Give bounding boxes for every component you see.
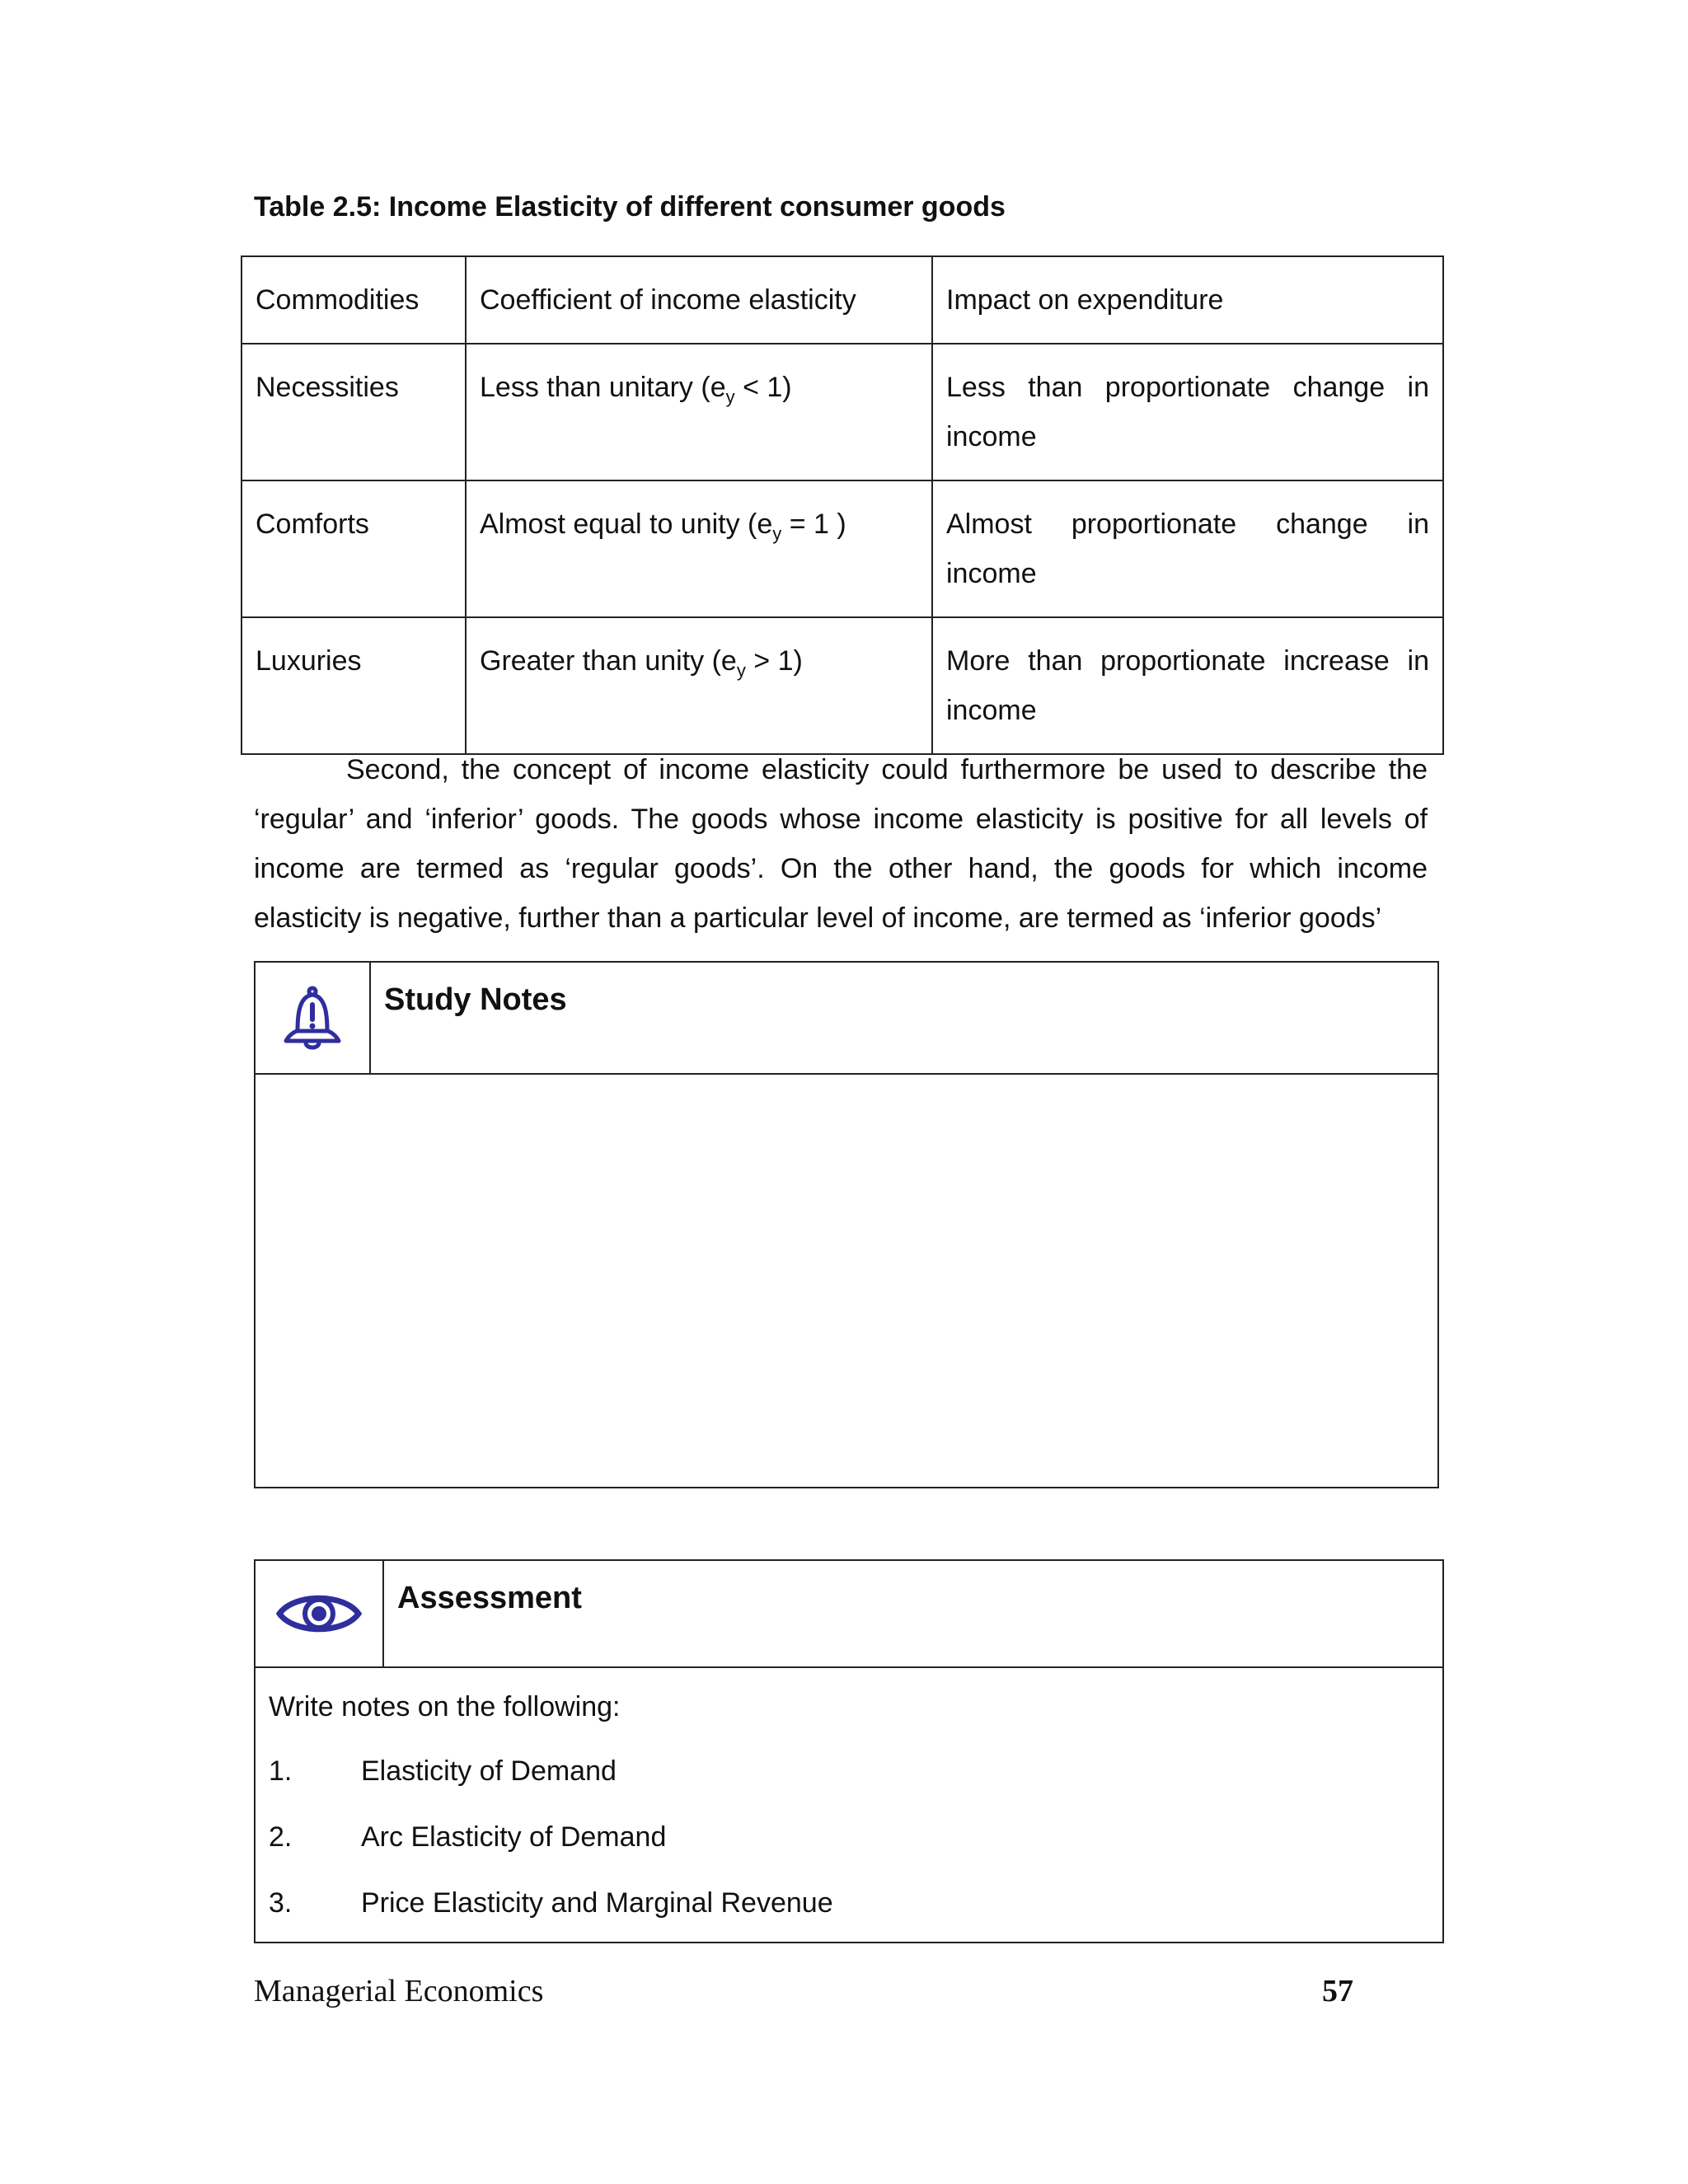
item-number: 2.	[269, 1821, 293, 1853]
impact-cell: More than proportionate increase in income	[932, 617, 1443, 754]
header-coefficient: Coefficient of income elasticity	[466, 256, 932, 344]
impact-cell: Less than proportionate change in income	[932, 344, 1443, 480]
study-notes-title: Study Notes	[384, 982, 567, 1017]
table-row	[241, 617, 1443, 754]
bell-alert-icon	[278, 983, 347, 1052]
page-number: 57	[1322, 1974, 1353, 2008]
list-item	[269, 1882, 1429, 1924]
item-number: 3.	[269, 1887, 293, 1919]
item-text: Arc Elasticity of Demand	[361, 1821, 667, 1853]
coefficient-cell: Less than unitary $(e_y < 1)$	[466, 344, 932, 480]
table-row	[241, 344, 1443, 480]
study-notes-writing-area[interactable]	[256, 1075, 1437, 1487]
commodity-cell: Comforts	[241, 480, 466, 617]
header-impact: Impact on expenditure	[932, 256, 1443, 344]
income-elasticity-table	[241, 255, 1444, 755]
table-caption: Table 2.5: Income Elasticity of different consumer goods	[254, 191, 1006, 223]
footer-book-title: Managerial Economics	[254, 1974, 544, 2008]
list-item	[269, 1816, 1429, 1858]
commodity-cell: Necessities	[241, 344, 466, 480]
eye-icon	[276, 1586, 362, 1641]
coefficient-cell: Greater than unity $(e_y > 1)$	[466, 617, 932, 754]
header-commodities: Commodities	[241, 256, 466, 344]
commodity-cell: Luxuries	[241, 617, 466, 754]
body-paragraph: Second, the concept of income elasticity could furthermore be used to describe the ‘regular’ and ‘inferior’ goods. The goods whose income elasticity is positive for all levels of income are termed as ‘regular goods’. On the other hand, the goods for which income elasticity is negative, further than a particular level of income, are termed as ‘inferior goods’	[254, 754, 1428, 934]
table-header-row	[241, 256, 1443, 344]
study-notes-icon-cell	[256, 963, 371, 1073]
coefficient-cell: Almost equal to unity ($e_y = 1$ )	[466, 480, 932, 617]
assessment-icon-cell	[256, 1561, 384, 1666]
assessment-box	[254, 1559, 1444, 1943]
study-notes-box	[254, 961, 1439, 1488]
list-item	[269, 1750, 1429, 1792]
item-number: 1.	[269, 1755, 293, 1787]
assessment-header	[256, 1561, 1442, 1668]
impact-cell: Almost proportionate change in income	[932, 480, 1443, 617]
assessment-body	[256, 1668, 1442, 1924]
assessment-title: Assessment	[397, 1581, 582, 1615]
study-notes-header	[256, 963, 1437, 1075]
table-row	[241, 480, 1443, 617]
item-text: Elasticity of Demand	[361, 1755, 617, 1787]
assessment-intro: Write notes on the following:	[269, 1691, 621, 1722]
item-text: Price Elasticity and Marginal Revenue	[361, 1887, 833, 1919]
